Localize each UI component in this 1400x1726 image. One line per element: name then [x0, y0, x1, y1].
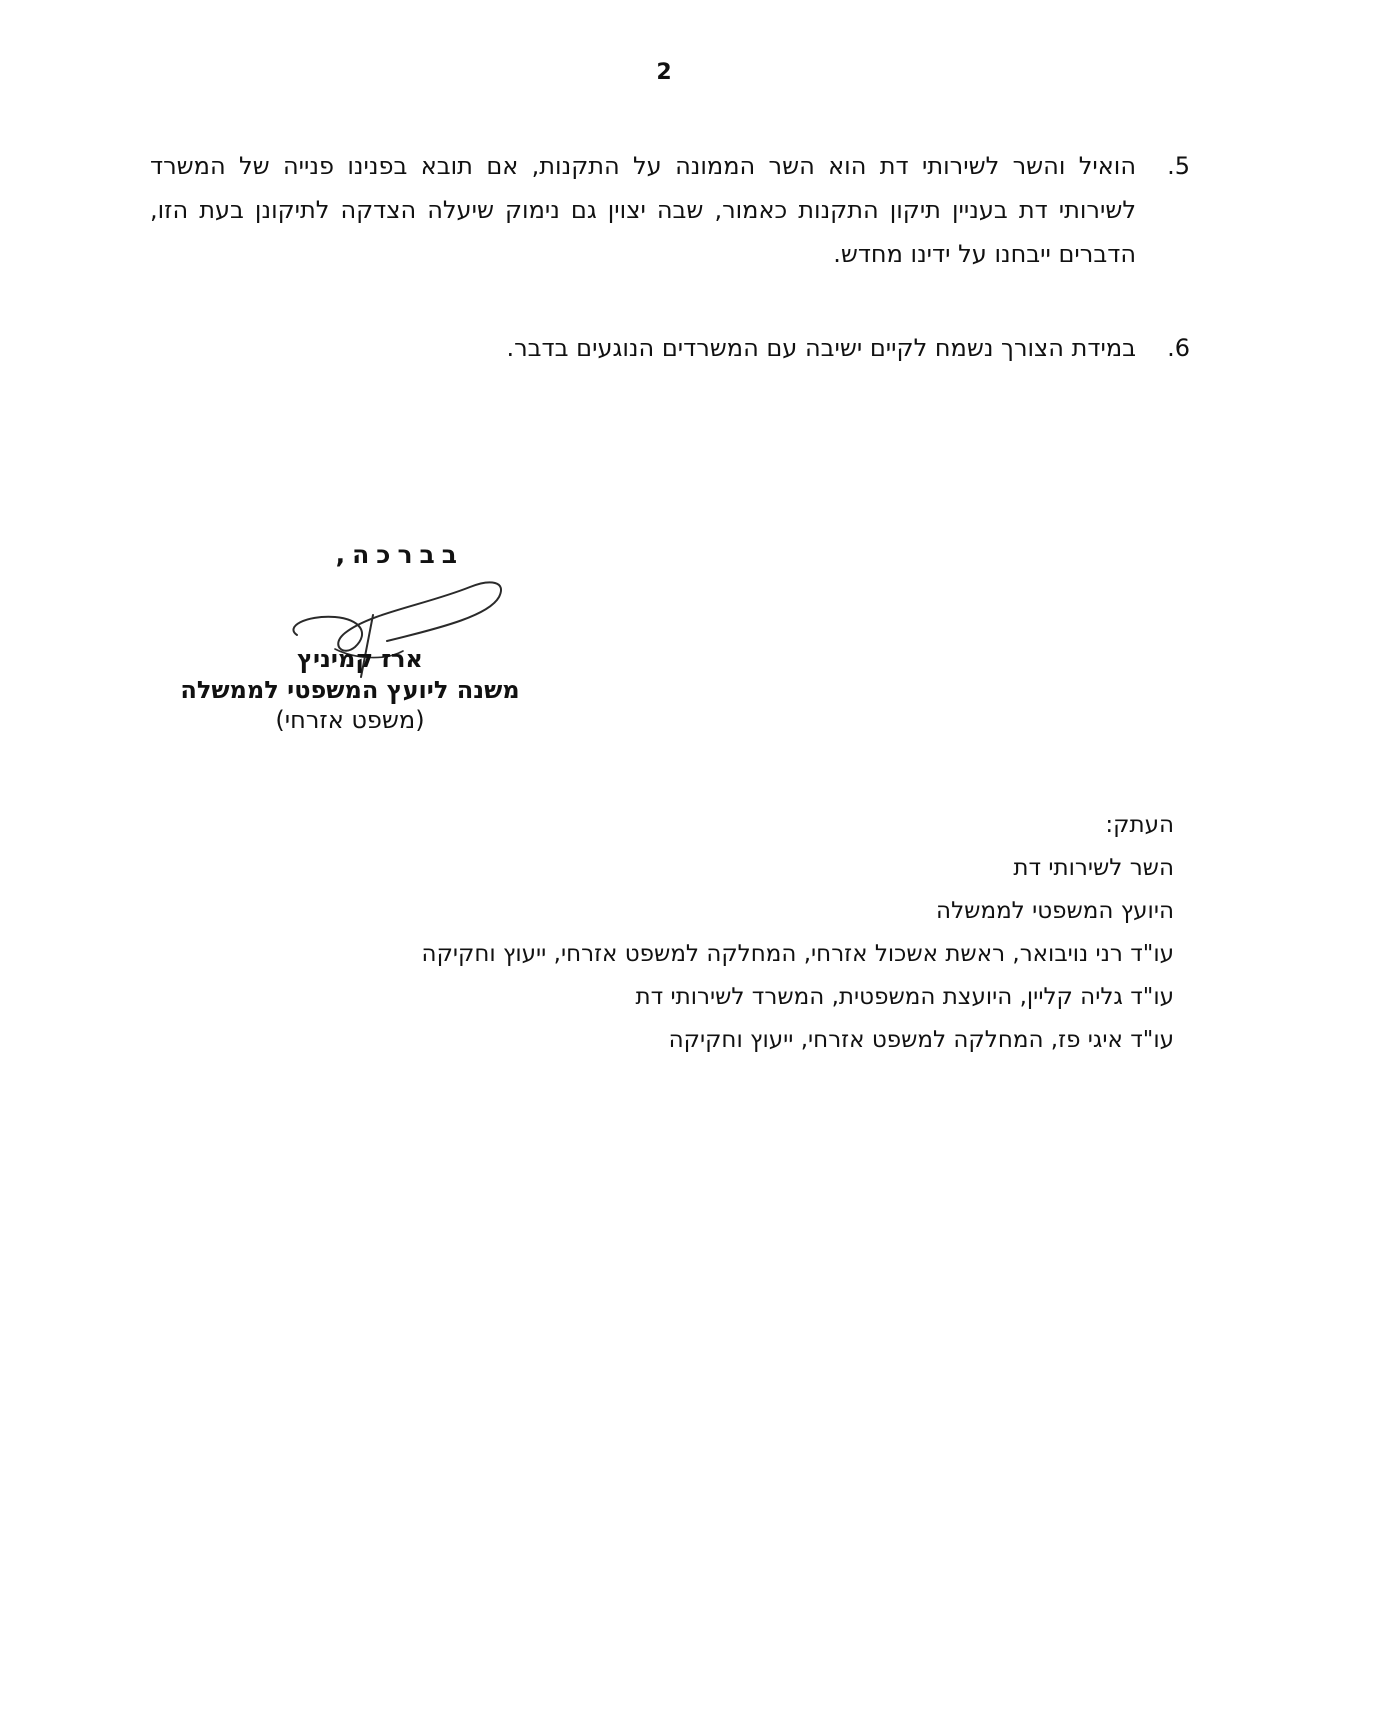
signer-name: ארז קמיניץ [297, 645, 423, 673]
paragraph-5 [150, 144, 1190, 276]
cc-recipient: השר לשירותי דת [1013, 855, 1174, 881]
cc-recipient: עו"ד גליה קליין, היועצת המשפטית, המשרד לשירותי דת [635, 984, 1174, 1010]
cc-label: העתק: [1105, 812, 1174, 838]
paragraph-text: במידת הצורך נשמח לקיים ישיבה עם המשרדים הנוגעים בדבר. [506, 334, 1136, 362]
paragraph-6 [150, 326, 1190, 370]
paragraph-number: .5 [1167, 152, 1190, 180]
signer-title: משנה ליועץ המשפטי לממשלה [180, 676, 520, 704]
cc-recipient: עו"ד איגי פז, המחלקה למשפט אזרחי, ייעוץ וחקיקה [668, 1027, 1174, 1053]
signer-department: (משפט אזרחי) [275, 706, 425, 734]
paragraph-number: .6 [1167, 334, 1190, 362]
paragraph-text: הואיל והשר לשירותי דת הוא השר הממונה על התקנות, אם תובא בפנינו פנייה של המשרד לשירותי דת בעניין תיקון התקנות כאמור, שבה יצוין גם נימוק שיעלה הצדקה לתיקונן בעת הזו, הדברים ייבחנו על ידינו מחדש. [150, 152, 1136, 268]
cc-recipient: עו"ד רני נויבואר, ראשת אשכול אזרחי, המחלקה למשפט אזרחי, ייעוץ וחקיקה [421, 941, 1174, 967]
cc-recipient: היועץ המשפטי לממשלה [936, 898, 1174, 924]
cc-list [274, 810, 1174, 1068]
closing-greeting: בברכה, [335, 540, 464, 569]
page-number: 2 [656, 60, 672, 85]
